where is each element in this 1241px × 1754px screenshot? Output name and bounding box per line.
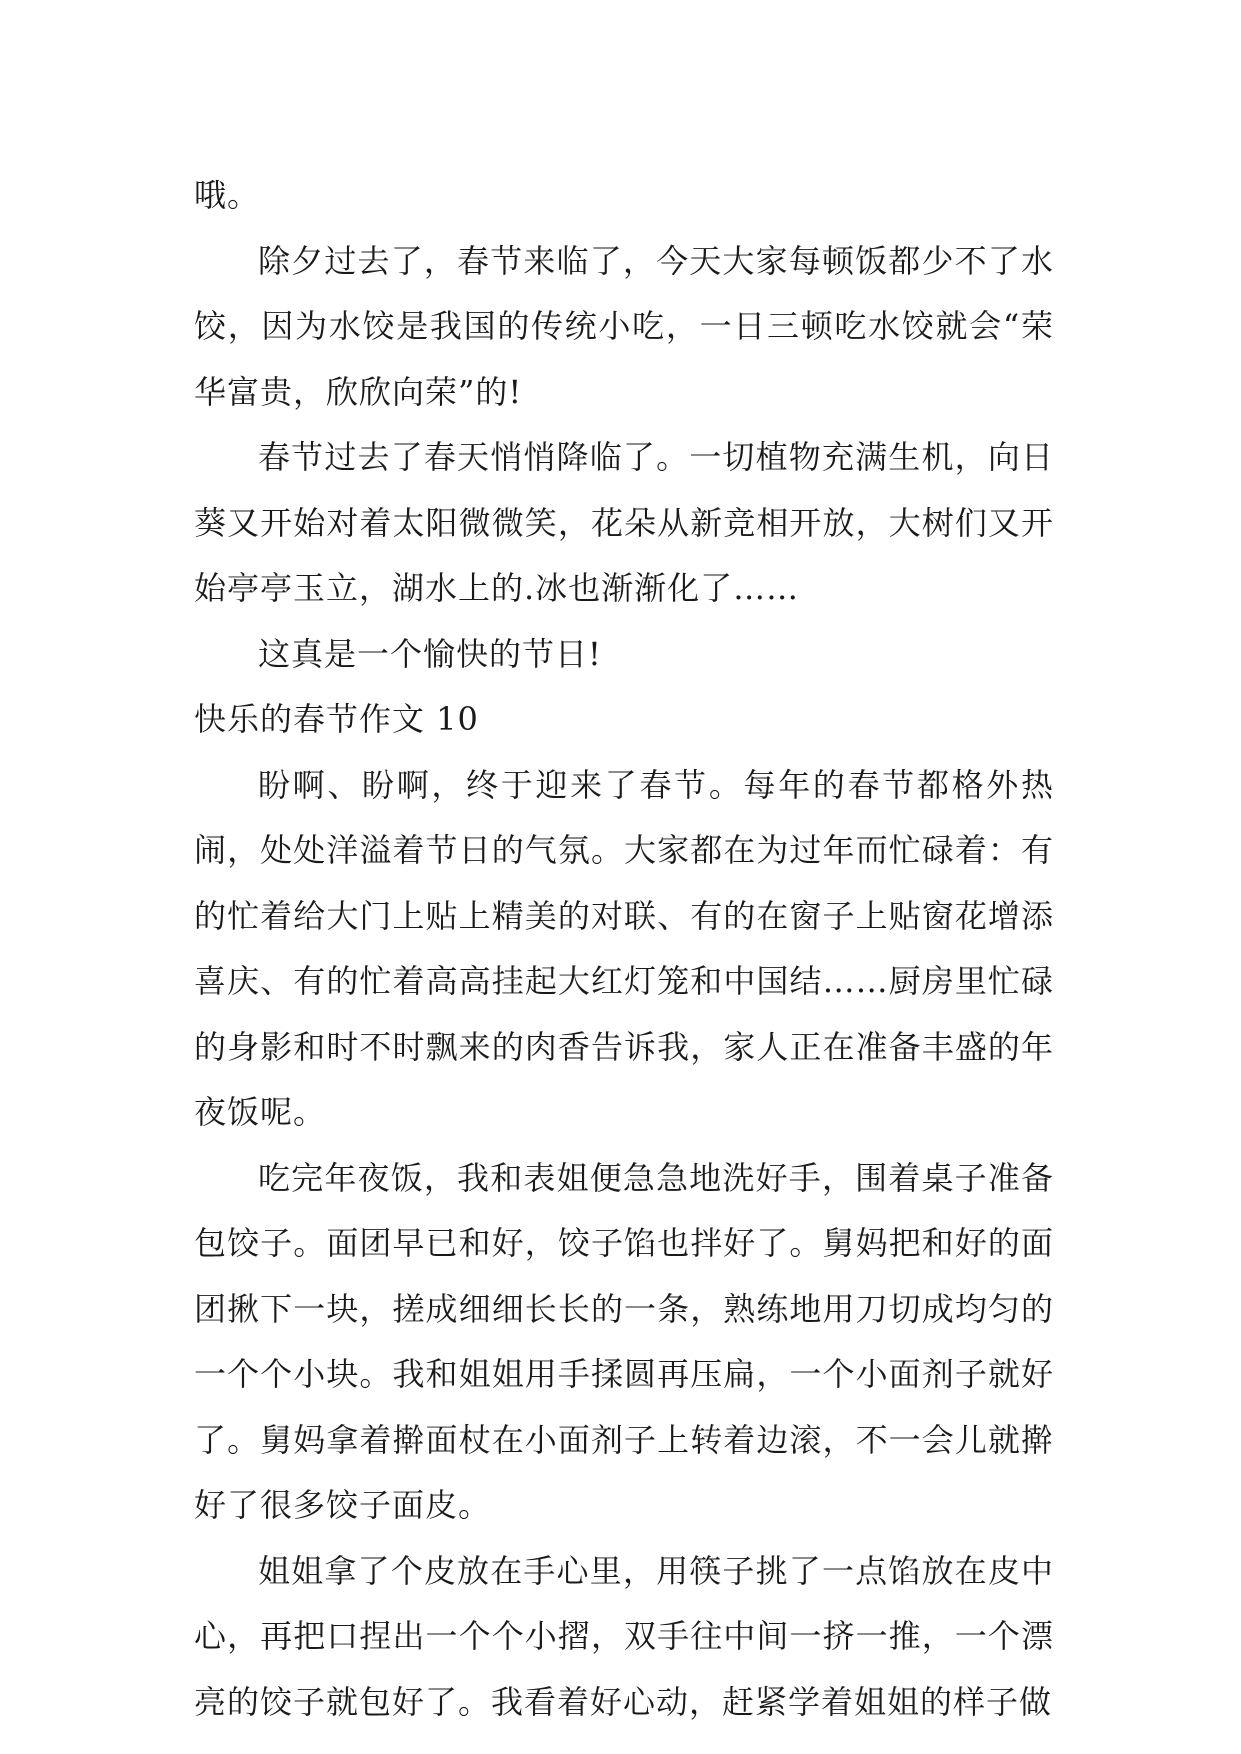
document-body [194, 163, 1054, 1735]
essay-title: 快乐的春节作文 10 [194, 700, 479, 738]
paragraph-new-year: 除夕过去了，春节来临了，今天大家每顿饭都少不了水饺，因为水饺是我国的传统小吃，一日三顿吃水饺就会“荣华富贵，欣欣向荣”的! [194, 241, 1054, 411]
paragraph-continuation: 哦。 [194, 176, 261, 214]
paragraph-dumplings: 吃完年夜饭，我和表姐便急急地洗好手，围着桌子准备包饺子。面团早已和好，饺子馅也拌好了。舅妈把和好的面团揪下一块，搓成细细长长的一条，熟练地用刀切成均匀的一个个小块。我和姐姐用手揉圆再压扁，一个小面剂子就好了。舅妈拿着擀面杖在小面剂子上转着边滚，不一会儿就擀好了很多饺子面皮。 [194, 1158, 1054, 1524]
paragraph-spring: 春节过去了春天悄悄降临了。一切植物充满生机，向日葵又开始对着太阳微微笑，花朵从新竞相开放，大树们又开始亭亭玉立，湖水上的.冰也渐渐化了…… [194, 438, 1054, 607]
paragraph-preparation: 盼啊、盼啊，终于迎来了春节。每年的春节都格外热闹，处处洋溢着节日的气氛。大家都在为过年而忙碌着：有的忙着给大门上贴上精美的对联、有的在窗子上贴窗花增添喜庆、有的忙着高高挂起大红灯笼和中国结……厨房里忙碌的身影和时不时飘来的肉香告诉我，家人正在准备丰盛的年夜饭呢。 [194, 765, 1054, 1131]
paragraph-happy-day: 这真是一个愉快的节日! [258, 634, 602, 673]
paragraph-sister-wrapping: 姐姐拿了个皮放在手心里，用筷子挑了一点馅放在皮中心，再把口捏出一个个小摺，双手往中间一挤一推，一个漂亮的饺子就包好了。我看着好心动，赶紧学着姐姐的样子做 [194, 1551, 1054, 1721]
